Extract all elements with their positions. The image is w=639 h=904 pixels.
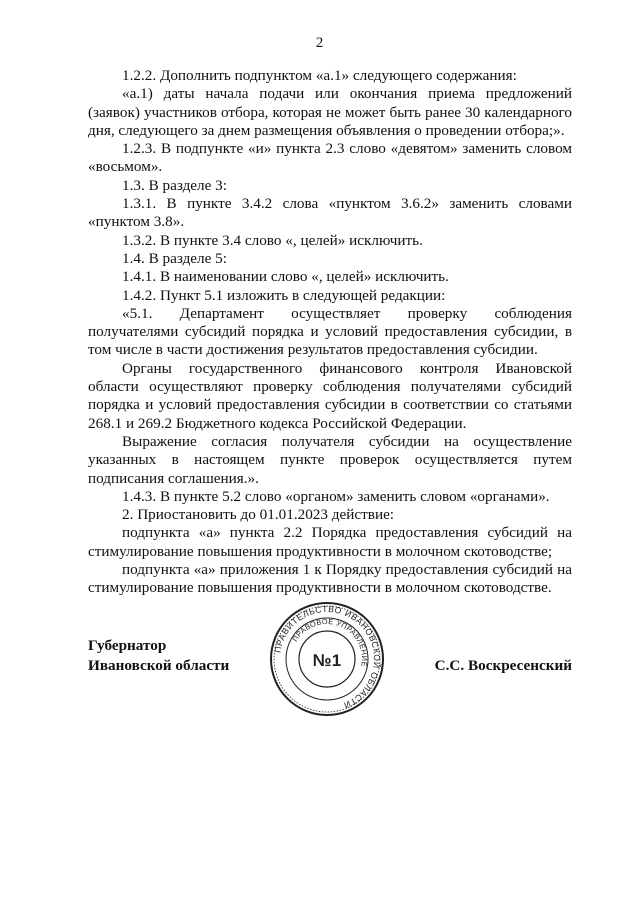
seal-icon bbox=[268, 600, 386, 718]
paragraph: 1.4.1. В наименовании слово «, целей» исключить. bbox=[122, 268, 449, 286]
paragraph: 1.4. В разделе 5: bbox=[122, 249, 227, 267]
signatory-title-line1: Губернатор bbox=[88, 637, 167, 654]
seal-inner-text: ПРАВОВОЕ УПРАВЛЕНИЕ bbox=[290, 616, 370, 668]
signatory-title bbox=[88, 636, 229, 676]
paragraph: 1.2.3. В подпункте «и» пункта 2.3 слово «девятом» заменить словом «восьмом». bbox=[88, 140, 572, 176]
page-number: 2 bbox=[315, 35, 324, 51]
paragraph: 1.3.2. В пункте 3.4 слово «, целей» исключить. bbox=[122, 231, 423, 249]
official-seal bbox=[268, 600, 386, 718]
seal-outer-text: ПРАВИТЕЛЬСТВО ИВАНОВСКОЙ ОБЛАСТИ bbox=[272, 603, 383, 711]
document-body bbox=[88, 67, 572, 598]
paragraph: 1.3.1. В пункте 3.4.2 слова «пунктом 3.6.2» заменить словами «пунктом 3.8». bbox=[88, 195, 572, 231]
signatory-title-line2: Ивановской области bbox=[88, 657, 230, 674]
signature-block bbox=[88, 603, 572, 752]
paragraph: 1.4.3. В пункте 5.2 слово «органом» заменить словом «органами». bbox=[122, 487, 550, 505]
paragraph: «5.1. Департамент осуществляет проверку соблюдения получателями субсидий порядка и условий предоставления субсидии, в том числе в части достижения результатов предоставления субсидии. bbox=[88, 304, 572, 359]
seal-number: №1 bbox=[312, 651, 342, 670]
paragraph: Выражение согласия получателя субсидии на осуществление указанных в настоящем пункте проверок осуществляется путем подписания соглашения.». bbox=[88, 432, 572, 487]
signatory-name: С.С. Воскресенский bbox=[434, 657, 572, 674]
paragraph: подпункта «а» пункта 2.2 Порядка предоставления субсидий на стимулирование повышения продуктивности в молочном скотоводстве; bbox=[88, 524, 572, 560]
paragraph: 1.3. В разделе 3: bbox=[122, 176, 227, 194]
paragraph: «а.1) даты начала подачи или окончания приема предложений (заявок) участников отбора, которая не может быть ранее 30 календарного дня, следующего за днем размещения объявления о проведении отбора;». bbox=[88, 85, 572, 139]
paragraph: 1.4.2. Пункт 5.1 изложить в следующей редакции: bbox=[122, 286, 446, 304]
paragraph: 1.2.2. Дополнить подпунктом «а.1» следующего содержания: bbox=[122, 67, 517, 84]
paragraph: Органы государственного финансового контроля Ивановской области осуществляют проверку соблюдения получателями субсидий порядка и условий предоставления субсидии в соответствии со статьями 268.1 и 269.2 Бюджетного кодекса Российской Федерации. bbox=[88, 359, 572, 432]
paragraph: 2. Приостановить до 01.01.2023 действие: bbox=[122, 506, 395, 524]
paragraph: подпункта «а» приложения 1 к Порядку предоставления субсидий на стимулирование повышения продуктивности в молочном скотоводстве. bbox=[88, 561, 572, 597]
